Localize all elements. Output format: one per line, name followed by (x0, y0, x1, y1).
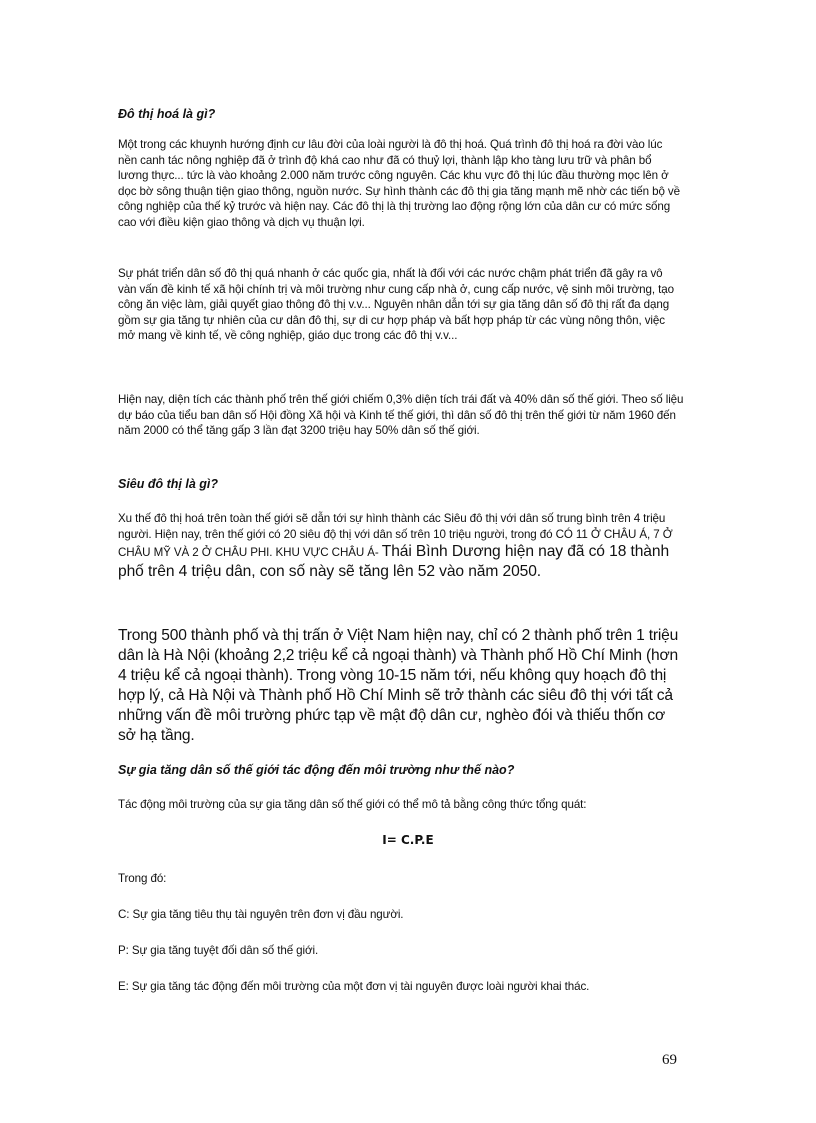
paragraph-urbanization-history: Một trong các khuynh hướng định cư lâu đời của loài người là đô thị hoá. Quá trình đô thị hoá ra đời vào lúc nền canh tác nông nghiệp đã ở trình độ khá cao như đã có thuỷ lợi, thành lập kho tàng lưu trữ và phân bổ lương thực... tức là vào khoảng 2.000 năm trước công nguyên. Các khu vực đô thị lúc đầu thường mọc lên ở dọc bờ sông thuận tiện giao thông, nguồn nước. Sự hình thành các đô thị gia tăng mạnh mẽ nhờ các tiến bộ về công nghiệp của thế kỷ trước và hiện nay. Các đô thị là thị trường lao động rộng lớn của dân cư có mức sống cao với điều kiện giao thông và dịch vụ thuận lợi. (118, 138, 680, 229)
heading-urbanization: Đô thị hoá là gì? (118, 107, 216, 121)
page-number: 69 (662, 1052, 677, 1068)
definition-e: E: Sự gia tăng tác động đến môi trường của một đơn vị tài nguyên được loài người khai thác. (118, 980, 590, 993)
paragraph-urban-population-growth: Sự phát triển dân số đô thị quá nhanh ở các quốc gia, nhất là đối với các nước chậm phát triển đã gây ra vô vàn vấn đề kinh tế xã hội chính trị và môi trường như cung cấp nhà ở, cung cấp nước, vệ sinh môi trường, tạo công ăn việc làm, giải quyết giao thông đô thị v.v... Nguyên nhân dẫn tới sự gia tăng dân số đô thị rất đa dạng gồm sự gia tăng tự nhiên của cư dân đô thị, sự di cư hợp pháp và bất hợp pháp từ các vùng nông thôn, việc mở mang về kinh tế, về công nghiệp, giáo dục trong các đô thị v.v... (118, 267, 674, 343)
definition-c: C: Sự gia tăng tiêu thụ tài nguyên trên đơn vị đầu người. (118, 908, 404, 921)
megacity-text-large: Thái Bình Dương hiện nay đã có 18 thành phố trên 4 triệu dân, con số này sẽ tăng lên 52 vào năm 2050. (118, 543, 670, 581)
paragraph-impact-formula-intro: Tác động môi trường của sự gia tăng dân số thế giới có thể mô tả bằng công thức tổng quát: (118, 798, 587, 811)
megacity-text-small: Xu thế đô thị hoá trên toàn thế giới sẽ dẫn tới sự hình thành các Siêu đô thị với dân số trung bình trên 4 triệu người. Hiện nay, trên thế giới có 20 siêu độ thị với dân số trên 10 triệu người, trong đó CÓ 11 Ở CHÂU Á, 7 Ở CHÂU MỸ VÀ 2 Ở CHÂU PHI. KHU VỰC CHÂU Á- (118, 512, 673, 560)
heading-population-impact: Sự gia tăng dân số thế giới tác động đến môi trường như thế nào? (118, 763, 515, 777)
paragraph-vietnam-cities: Trong 500 thành phố và thị trấn ở Việt Nam hiện nay, chỉ có 2 thành phố trên 1 triệu dân là Hà Nội (khoảng 2,2 triệu kể cả ngoại thành) và Thành phố Hồ Chí Minh (hơn 4 triệu kể cả ngoại thành). Trong vòng 10-15 năm tới, nếu không quy hoạch đô thị hợp lý, cả Hà Nội và Thành phố Hồ Chí Minh sẽ trở thành các siêu đô thị với tất cả những vấn đề môi trường phức tạp về mật độ dân cư, nghèo đói và thiếu thốn cơ sở hạ tầng. (118, 627, 679, 744)
heading-megacity: Siêu đô thị là gì? (118, 477, 218, 491)
paragraph-megacity-trend (118, 511, 684, 582)
paragraph-where: Trong đó: (118, 872, 167, 885)
paragraph-urban-area-statistics: Hiện nay, diện tích các thành phố trên thế giới chiếm 0,3% diện tích trái đất và 40% dân số thế giới. Theo số liệu dự báo của tiểu ban dân số Hội đồng Xã hội và Kinh tế thế giới, thì dân số đô thị trên thế giới từ năm 1960 đến năm 2000 có thể tăng gấp 3 lần đạt 3200 triệu hay 50% dân số thế giới. (118, 393, 684, 438)
impact-formula: I= C.P.E (382, 833, 434, 847)
definition-p: P: Sự gia tăng tuyệt đối dân số thế giới. (118, 944, 319, 957)
